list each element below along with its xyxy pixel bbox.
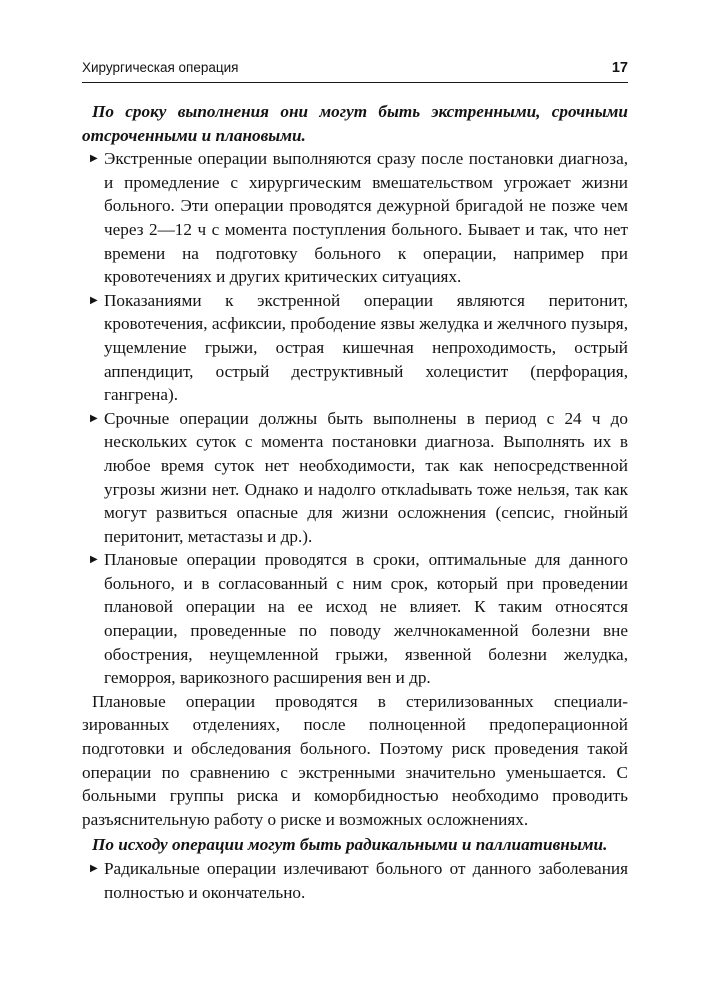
list-item-indications (82, 289, 628, 407)
running-header (82, 60, 628, 83)
section-title: Хирургическая операция (82, 60, 239, 75)
list-item-text: Экстренные операции выполняются сразу после постановки диагноза, и промедление с хирургическим вмешательством угрожает жизни больного. Эти операции проводятся дежурной бригадой не позже чем через 2—12 ч с момента поступления больного. Бывает и так, что нет времени на подготовку больного к операции, например при кровотечениях и других критических ситуациях. (104, 149, 628, 287)
page-number: 17 (611, 60, 628, 76)
list-item-text: Плановые операции проводятся в сроки, оптимальные для данного больного, и в согласованный с ним срок, который при проведении плановой операции на ее исход не влияет. К таким относятся операции, проведенные по поводу желчнокаменной болезни вне обострения, неущемленной грыжи, язвенной болезни желудка, геморроя, варикозного расширения вен и др. (104, 550, 628, 688)
paragraph-planned-operations: Плановые операции проводятся в стерилизованных специализированных отделениях, после полноценной предоперационной подготовки и обследования больного. Поэтому риск проведения такой операции по сравнению с экстренными значительно уменьшается. С больными группы риска и коморбидностью необходимо проводить разъяснительную работу о риске и возможных осложнениях. (82, 691, 628, 829)
lead-outcome-heading: По исходу операции могут быть радикальными и паллиативными. (92, 835, 608, 855)
bullet-triangle-icon: ▶ (90, 294, 98, 306)
timing-list (82, 147, 628, 690)
list-item-planned (82, 548, 628, 690)
list-item-text: Срочные операции должны быть выполнены в период с 24 ч до нескольких суток с момента постановки диагноза. Выполнять их в любое время суток нет необходимости, так как непосредственной угрозы жизни нет. Однако и надолго отклаdывать тоже нельзя, так как могут развиться опасные для жизни осложнения (сепсис, гнойный перитонит, метастазы и др.). (104, 408, 628, 546)
list-item-text: Показаниями к экстренной операции являются перитонит, кровотечения, асфиксии, прободение язвы желудка и желчного пузыря, ущемление грыжи, острая кишечная непроходимость, острый аппендицит, острый деструктивный холецистит (перфорация, гангрена). (104, 290, 628, 405)
list-item-urgent (82, 407, 628, 549)
list-item-text: Радикальные операции излечивают больного от данного заболевания полностью и окончательно. (104, 859, 628, 902)
list-item-emergency (82, 147, 628, 289)
bullet-triangle-icon: ▶ (90, 412, 98, 424)
bullet-triangle-icon: ▶ (90, 153, 98, 165)
bullet-triangle-icon: ▶ (90, 554, 98, 566)
page-body (82, 100, 628, 904)
book-page (82, 60, 628, 904)
lead-timing-heading: По сроку выполнения они могут быть экстренными, срочными отсроченными и плановыми. (82, 102, 628, 145)
outcome-list (82, 857, 628, 904)
bullet-triangle-icon: ▶ (90, 863, 98, 874)
list-item-radical (82, 857, 628, 904)
